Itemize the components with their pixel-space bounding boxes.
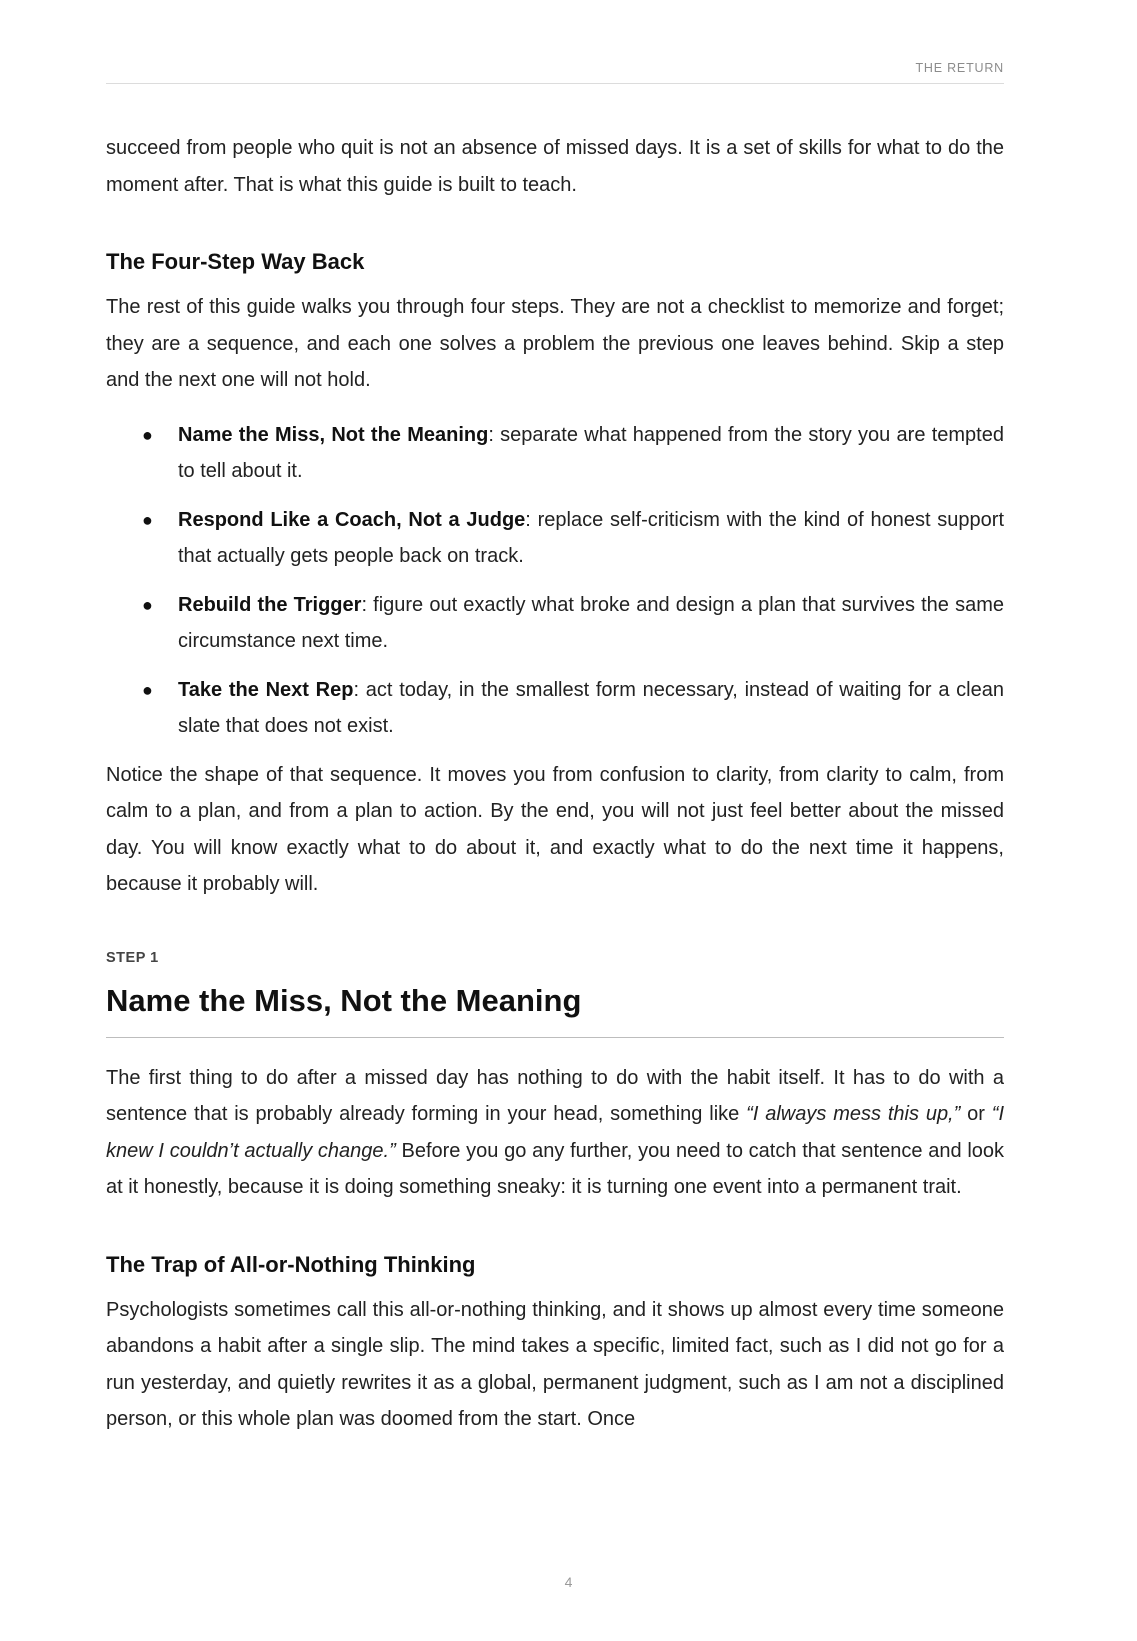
step1-paragraph — [106, 1060, 1004, 1206]
list-item — [142, 502, 1004, 575]
list-item-text: : replace self-criticism with the kind of honest support that actually gets people back on track. — [178, 508, 1004, 567]
trap-paragraph: Psychologists sometimes call this all-or-nothing thinking, and it shows up almost every time someone abandons a habit after a single slip. The mind takes a specific, limited fact, such as I did not go for a run yesterday, and quietly rewrites it as a global, permanent judgment, such as I am not a disciplined person, or this whole plan was doomed from the start. Once — [106, 1298, 1004, 1430]
step-title: Name the Miss, Not the Meaning — [106, 977, 1004, 1038]
step-label: STEP 1 — [106, 949, 159, 966]
sequence-paragraph: Notice the shape of that sequence. It moves you from confusion to clarity, from clarity to calm, from calm to a plan, and from a plan to action. By the end, you will not just feel better about the missed day. You will know exactly what to do about it, and exactly what to do the next time it happens, because it probably will. — [106, 763, 1004, 895]
bullet-icon: ● — [142, 509, 153, 530]
page-content — [106, 130, 1004, 1438]
list-item-title: Name the Miss, Not the Meaning — [178, 423, 489, 446]
list-item-title: Respond Like a Coach, Not a Judge — [178, 508, 526, 531]
list-item-text: : figure out exactly what broke and design a plan that survives the same circumstance next time. — [178, 593, 1004, 652]
intro-paragraph: succeed from people who quit is not an absence of missed days. It is a set of skills for what to do the moment after. That is what this guide is built to teach. — [106, 137, 1004, 196]
section-heading-four-step: The Four-Step Way Back — [106, 249, 365, 274]
list-item-text: : separate what happened from the story you are tempted to tell about it. — [178, 423, 1004, 482]
bullet-icon: ● — [142, 679, 153, 700]
step1-text-part3: Before you go any further, you need to catch that sentence and look at it honestly, because it is doing something sneaky: it is turning one event into a permanent trait. — [106, 1139, 1005, 1198]
step1-text-part1: The first thing to do after a missed day has nothing to do with the habit itself. It has to do with a sentence that is probably already forming in your head, something like — [106, 1066, 1004, 1125]
four-step-paragraph: The rest of this guide walks you through four steps. They are not a checklist to memorize and forget; they are a sequence, and each one solves a problem the previous one leaves behind. Skip a step and the next one will not hold. — [106, 296, 1004, 391]
page-number: 4 — [564, 1574, 573, 1590]
list-item-text: : act today, in the smallest form necessary, instead of waiting for a clean slate that does not exist. — [178, 678, 1004, 737]
list-item — [142, 417, 1004, 490]
step1-quote-2: “I knew I couldn’t actually change.” — [106, 1103, 1004, 1162]
step1-text-part2: or — [960, 1103, 992, 1125]
list-item-title: Take the Next Rep — [178, 678, 354, 701]
running-header — [106, 52, 1004, 84]
step1-quote-1: “I always mess this up,” — [746, 1103, 961, 1125]
list-item — [142, 672, 1004, 745]
list-item — [142, 587, 1004, 660]
section-heading-trap: The Trap of All-or-Nothing Thinking — [106, 1251, 476, 1277]
bullet-icon: ● — [142, 594, 153, 615]
running-title: THE RETURN — [915, 61, 1004, 75]
bullet-icon: ● — [142, 424, 153, 445]
steps-list — [106, 417, 1004, 745]
list-item-title: Rebuild the Trigger — [178, 593, 362, 616]
